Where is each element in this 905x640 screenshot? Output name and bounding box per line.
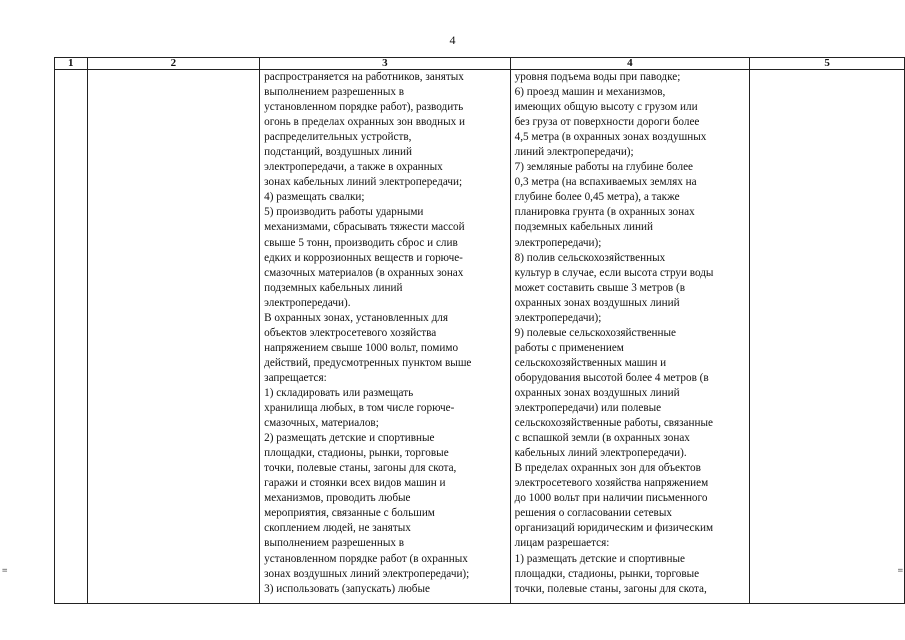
- text-line: подземных кабельных линий: [264, 281, 403, 294]
- regulation-table: [54, 57, 905, 604]
- text-line: 1) складировать или размещать: [264, 386, 414, 399]
- text-line: зонах воздушных линий электропередачи);: [264, 567, 470, 580]
- text-line: 7) земляные работы на глубине более: [514, 161, 693, 174]
- text-line: глубине более 0,45 метра), а также: [514, 191, 680, 204]
- column-header-4: 4: [510, 58, 750, 70]
- text-line: 4,5 метра (в охранных зонах воздушных: [514, 131, 707, 144]
- text-line: подземных кабельных линий: [514, 221, 653, 234]
- text-line: 9) полевые сельскохозяйственные: [514, 326, 677, 339]
- text-line: действий, предусмотренных пунктом выше: [264, 356, 472, 369]
- text-line: оборудования высотой более 4 метров (в: [514, 371, 709, 384]
- text-line: распределительных устройств,: [264, 131, 412, 144]
- column-header-1: 1: [55, 58, 88, 70]
- col4-text: [511, 70, 750, 597]
- text-line: 6) проезд машин и механизмов,: [514, 86, 666, 99]
- text-line: запрещается:: [264, 371, 327, 384]
- text-line: мероприятия, связанные с большим: [264, 507, 435, 520]
- text-line: 1) размещать детские и спортивные: [514, 552, 685, 565]
- col3-text: [260, 70, 509, 597]
- text-line: 8) полив сельскохозяйственных: [514, 251, 666, 264]
- column-header-3: 3: [260, 58, 510, 70]
- cell-col3: [260, 70, 510, 604]
- text-line: электропередачи);: [514, 236, 602, 249]
- text-line: электросетевого хозяйства напряжением: [514, 477, 709, 490]
- text-line: имеющих общую высоту с грузом или: [514, 101, 698, 114]
- text-line: механизмов, проводить любые: [264, 492, 411, 505]
- text-line: гаражи и стоянки всех видов машин и: [264, 477, 446, 490]
- text-line: скоплением людей, не занятых: [264, 522, 411, 535]
- cell-col1: [55, 70, 88, 604]
- table-row: [55, 70, 905, 604]
- cell-col5: [750, 70, 905, 604]
- text-line: В охранных зонах, установленных для: [264, 311, 448, 324]
- text-line: зонах кабельных линий электропередачи;: [264, 176, 463, 189]
- text-line: электропередачи);: [514, 311, 602, 324]
- right-edge-mark: =: [897, 566, 903, 576]
- text-line: огонь в пределах охранных зон вводных и: [264, 116, 466, 129]
- text-line: точки, полевые станы, загоны для скота,: [514, 582, 707, 595]
- text-line: напряжением свыше 1000 вольт, помимо: [264, 341, 459, 354]
- text-line: организаций юридическим и физическим: [514, 522, 714, 535]
- left-edge-mark: =: [2, 566, 8, 576]
- column-header-2: 2: [87, 58, 260, 70]
- text-line: электропередачи).: [264, 296, 351, 309]
- text-line: свыше 5 тонн, производить сброс и слив: [264, 236, 458, 249]
- text-line: линий электропередачи);: [514, 146, 634, 159]
- text-line: 3) использовать (запускать) любые: [264, 582, 430, 595]
- cell-col4: [510, 70, 750, 604]
- text-line: до 1000 вольт при наличии письменного: [514, 492, 708, 505]
- text-line: сельскохозяйственные работы, связанные: [514, 417, 713, 430]
- text-line: выполнением разрешенных в: [264, 86, 405, 99]
- text-line: едких и коррозионных веществ и горюче-: [264, 251, 463, 264]
- text-line: 2) размещать детские и спортивные: [264, 432, 435, 445]
- text-line: точки, полевые станы, загоны для скота,: [264, 462, 457, 475]
- text-line: кабельных линий электропередачи).: [514, 447, 687, 460]
- text-line: решения о согласовании сетевых: [514, 507, 672, 520]
- text-line: планировка грунта (в охранных зонах: [514, 206, 695, 219]
- column-header-5: 5: [750, 58, 905, 70]
- text-line: площадки, стадионы, рынки, торговые: [514, 567, 700, 580]
- text-line: установленном порядке работ), разводить: [264, 101, 464, 114]
- text-line: хранилища любых, в том числе горюче-: [264, 402, 455, 415]
- text-line: механизмами, сбрасывать тяжести массой: [264, 221, 465, 234]
- text-line: 5) производить работы ударными: [264, 206, 424, 219]
- text-line: выполнением разрешенных в: [264, 537, 405, 550]
- text-line: 4) размещать свалки;: [264, 191, 365, 204]
- text-line: культур в случае, если высота струи воды: [514, 266, 714, 279]
- text-line: лицам разрешается:: [514, 537, 610, 550]
- text-line: площадки, стадионы, рынки, торговые: [264, 447, 449, 460]
- text-line: сельскохозяйственных машин и: [514, 356, 667, 369]
- text-line: работы с применением: [514, 341, 624, 354]
- text-line: установленном порядке работ (в охранных: [264, 552, 468, 565]
- cell-col2: [87, 70, 260, 604]
- page-number: 4: [449, 33, 456, 47]
- text-line: В пределах охранных зон для объектов: [514, 462, 701, 475]
- table-header-row: [55, 58, 905, 70]
- text-line: 0,3 метра (на вспахиваемых землях на: [514, 176, 697, 189]
- text-line: смазочных, материалов;: [264, 417, 379, 430]
- text-line: охранных зонах воздушных линий: [514, 386, 680, 399]
- text-line: с вспашкой земли (в охранных зонах: [514, 432, 690, 445]
- text-line: электропередачи, а также в охранных: [264, 161, 443, 174]
- text-line: объектов электросетевого хозяйства: [264, 326, 437, 339]
- text-line: может составить свыше 3 метров (в: [514, 281, 685, 294]
- text-line: подстанций, воздушных линий: [264, 146, 412, 159]
- text-line: без груза от поверхности дороги более: [514, 116, 700, 129]
- text-line: охранных зонах воздушных линий: [514, 296, 680, 309]
- text-line: электропередачи) или полевые: [514, 402, 662, 415]
- text-line: смазочных материалов (в охранных зонах: [264, 266, 464, 279]
- text-line: уровня подъема воды при паводке;: [514, 71, 681, 83]
- text-line: распространяется на работников, занятых: [264, 71, 464, 83]
